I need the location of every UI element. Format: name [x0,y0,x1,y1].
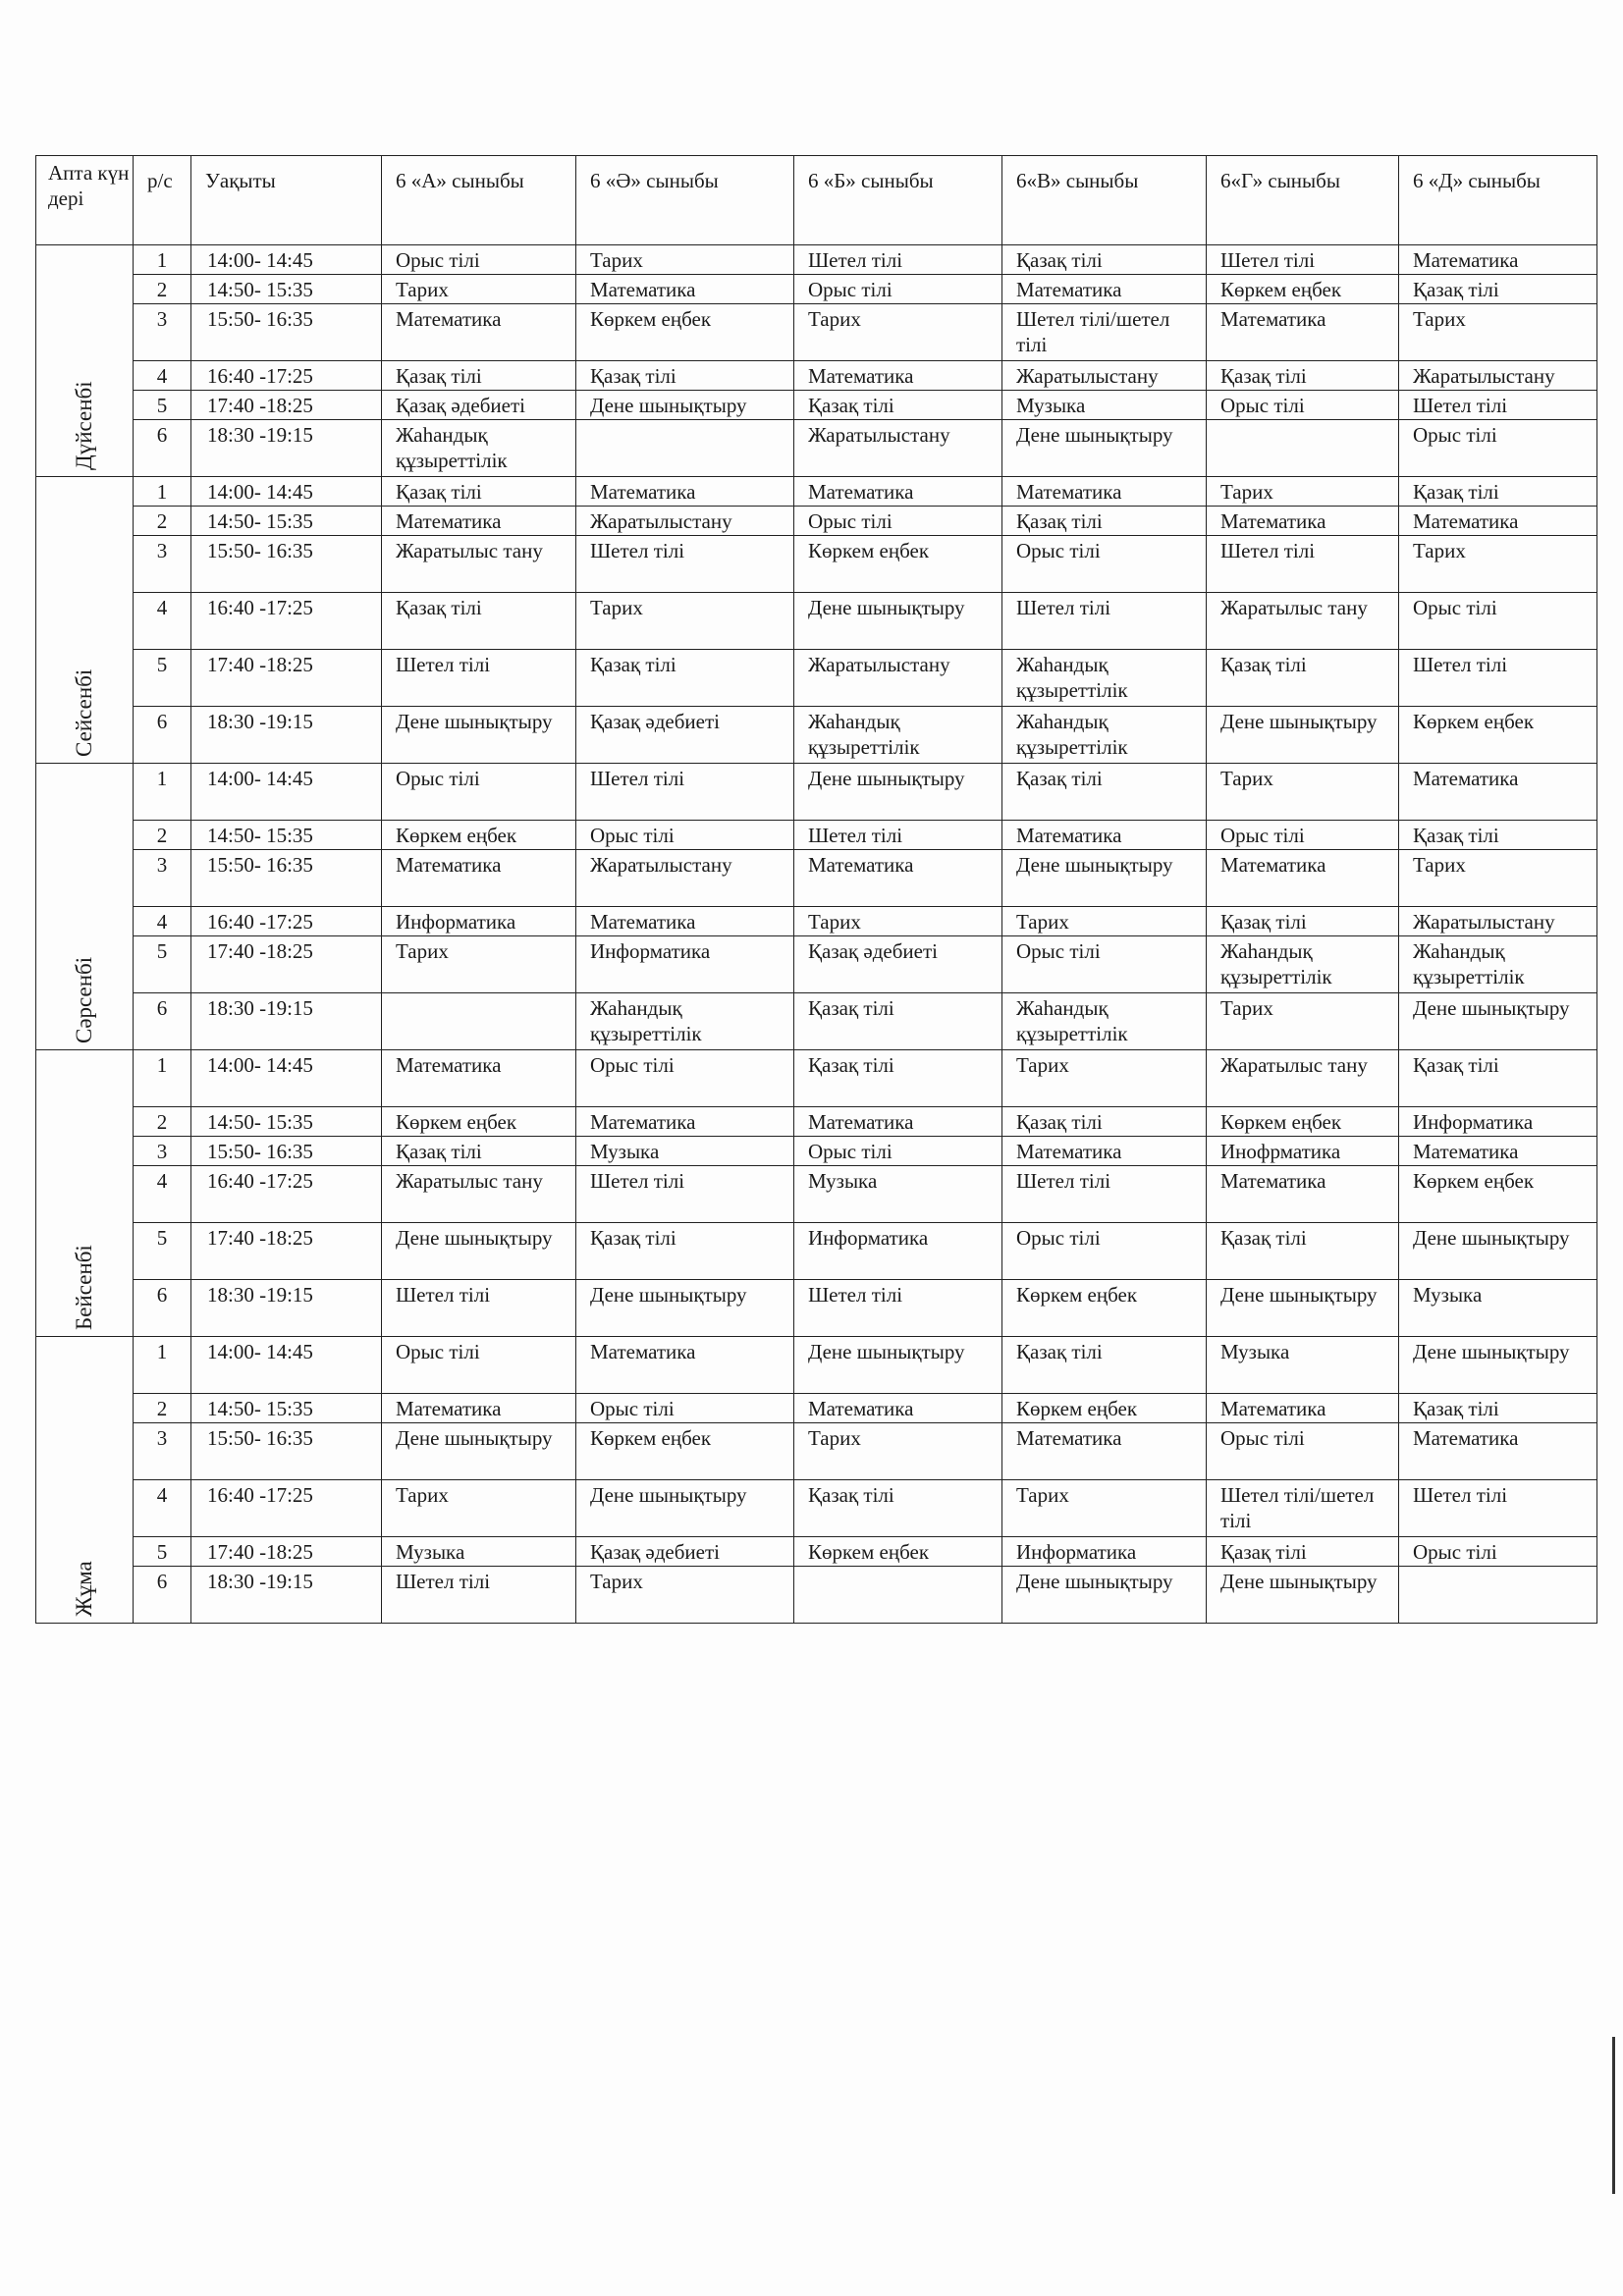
subject-cell: Шетел тілі [382,1280,576,1337]
schedule-row [36,821,1597,850]
subject-cell [794,1567,1002,1624]
subject-cell: Информатика [1002,1537,1207,1567]
header-class-6ae: 6 «Ә» сыныбы [576,156,794,245]
subject-cell: Музыка [576,1137,794,1166]
lesson-number: 4 [134,907,191,936]
lesson-time: 17:40 -18:25 [191,650,382,707]
lesson-number: 2 [134,275,191,304]
subject-cell: Математика [794,1107,1002,1137]
schedule-body [36,245,1597,1624]
subject-cell: Қазақ тілі [1207,1223,1399,1280]
subject-cell: Орыс тілі [794,1137,1002,1166]
subject-cell: Дене шынықтыру [1002,850,1207,907]
schedule-row [36,477,1597,507]
subject-cell: Тарих [1399,536,1597,593]
subject-cell: Орыс тілі [1002,1223,1207,1280]
weekday-cell [36,764,134,1050]
subject-cell: Математика [1399,1423,1597,1480]
subject-cell: Музыка [794,1166,1002,1223]
subject-cell: Дене шынықтыру [1399,993,1597,1050]
subject-cell [1207,420,1399,477]
subject-cell: Дене шынықтыру [1399,1337,1597,1394]
subject-cell: Информатика [794,1223,1002,1280]
subject-cell: Орыс тілі [1207,1423,1399,1480]
subject-cell: Математика [576,275,794,304]
subject-cell: Қазақ тілі [794,391,1002,420]
subject-cell: Дене шынықтыру [1002,1567,1207,1624]
lesson-time: 17:40 -18:25 [191,936,382,993]
subject-cell: Математика [1002,275,1207,304]
subject-cell: Қазақ тілі [794,1050,1002,1107]
subject-cell [1399,1567,1597,1624]
subject-cell: Орыс тілі [1002,936,1207,993]
subject-cell: Математика [1002,477,1207,507]
subject-cell: Информатика [382,907,576,936]
header-class-6g: 6«Г» сыныбы [1207,156,1399,245]
subject-cell: Тарих [794,907,1002,936]
schedule-row [36,304,1597,361]
scan-edge-mark [1612,2037,1615,2194]
subject-cell: Тарих [1002,1050,1207,1107]
schedule-row [36,650,1597,707]
weekday-cell [36,1050,134,1337]
subject-cell: Көркем еңбек [1207,1107,1399,1137]
subject-cell: Қазақ тілі [1207,1537,1399,1567]
class-schedule-table [35,155,1597,1624]
header-class-6d: 6 «Д» сыныбы [1399,156,1597,245]
subject-cell: Тарих [1207,764,1399,821]
subject-cell: Математика [382,850,576,907]
subject-cell: Жаһандық құзыреттілік [1002,993,1207,1050]
subject-cell: Орыс тілі [1399,593,1597,650]
lesson-time: 16:40 -17:25 [191,1480,382,1537]
subject-cell: Көркем еңбек [794,536,1002,593]
weekday-cell [36,245,134,477]
subject-cell: Музыка [382,1537,576,1567]
lesson-number: 6 [134,993,191,1050]
subject-cell: Қазақ әдебиеті [794,936,1002,993]
subject-cell: Қазақ тілі [1399,821,1597,850]
header-time: Уақыты [191,156,382,245]
lesson-number: 6 [134,707,191,764]
subject-cell: Шетел тілі [1207,536,1399,593]
subject-cell: Орыс тілі [1207,821,1399,850]
subject-cell: Қазақ тілі [382,477,576,507]
subject-cell: Дене шынықтыру [794,593,1002,650]
weekday-label: Бейсенбі [72,1245,96,1330]
lesson-number: 5 [134,650,191,707]
lesson-number: 1 [134,1050,191,1107]
subject-cell: Математика [382,1394,576,1423]
schedule-row [36,536,1597,593]
subject-cell: Шетел тілі/шетел тілі [1207,1480,1399,1537]
lesson-number: 3 [134,536,191,593]
subject-cell: Жаратылыстану [1399,907,1597,936]
subject-cell: Шетел тілі [1399,650,1597,707]
subject-cell: Дене шынықтыру [1207,707,1399,764]
schedule-row [36,1567,1597,1624]
subject-cell: Жаһандық құзыреттілік [382,420,576,477]
schedule-row [36,1137,1597,1166]
lesson-number: 3 [134,1423,191,1480]
subject-cell: Жаһандық құзыреттілік [1002,650,1207,707]
header-class-6v: 6«В» сыныбы [1002,156,1207,245]
subject-cell: Шетел тілі [1002,1166,1207,1223]
schedule-row [36,361,1597,391]
subject-cell: Орыс тілі [382,1337,576,1394]
subject-cell: Дене шынықтыру [794,1337,1002,1394]
weekday-label: Сейсенбі [72,668,96,757]
subject-cell: Қазақ тілі [794,993,1002,1050]
subject-cell: Көркем еңбек [1207,275,1399,304]
lesson-number: 1 [134,1337,191,1394]
schedule-row [36,507,1597,536]
subject-cell: Қазақ тілі [1002,507,1207,536]
subject-cell: Шетел тілі [1399,1480,1597,1537]
lesson-time: 14:00- 14:45 [191,1050,382,1107]
lesson-time: 14:50- 15:35 [191,275,382,304]
lesson-time: 17:40 -18:25 [191,1223,382,1280]
schedule-row [36,1423,1597,1480]
subject-cell: Математика [794,1394,1002,1423]
header-class-6a: 6 «А» сыныбы [382,156,576,245]
subject-cell: Дене шынықтыру [382,707,576,764]
subject-cell: Көркем еңбек [1002,1394,1207,1423]
subject-cell: Математика [1002,821,1207,850]
lesson-number: 4 [134,593,191,650]
schedule-row [36,1537,1597,1567]
lesson-time: 15:50- 16:35 [191,1137,382,1166]
subject-cell: Тарих [794,304,1002,361]
schedule-row [36,1050,1597,1107]
lesson-number: 4 [134,361,191,391]
lesson-number: 2 [134,1394,191,1423]
subject-cell: Дене шынықтыру [1207,1567,1399,1624]
subject-cell: Қазақ тілі [1002,245,1207,275]
subject-cell: Тарих [1207,993,1399,1050]
subject-cell: Шетел тілі/шетел тілі [1002,304,1207,361]
subject-cell: Математика [1399,764,1597,821]
subject-cell: Тарих [1002,907,1207,936]
subject-cell: Математика [1399,245,1597,275]
lesson-number: 1 [134,764,191,821]
lesson-time: 14:50- 15:35 [191,507,382,536]
lesson-number: 1 [134,477,191,507]
schedule-row [36,993,1597,1050]
subject-cell: Қазақ тілі [1002,764,1207,821]
subject-cell: Математика [1207,850,1399,907]
subject-cell: Шетел тілі [794,821,1002,850]
subject-cell: Дене шынықтыру [382,1423,576,1480]
subject-cell: Математика [1002,1137,1207,1166]
subject-cell: Математика [1002,1423,1207,1480]
subject-cell: Математика [576,477,794,507]
subject-cell: Инофрматика [1207,1137,1399,1166]
lesson-time: 17:40 -18:25 [191,1537,382,1567]
schedule-row [36,850,1597,907]
subject-cell: Шетел тілі [1002,593,1207,650]
subject-cell: Математика [576,1107,794,1137]
subject-cell [382,993,576,1050]
schedule-row [36,245,1597,275]
subject-cell: Математика [1207,1166,1399,1223]
subject-cell: Қазақ тілі [382,361,576,391]
schedule-row [36,936,1597,993]
lesson-number: 3 [134,1137,191,1166]
lesson-time: 14:50- 15:35 [191,821,382,850]
lesson-number: 3 [134,850,191,907]
subject-cell: Математика [576,907,794,936]
subject-cell: Жаһандық құзыреттілік [794,707,1002,764]
subject-cell: Жаратылыс тану [1207,1050,1399,1107]
subject-cell: Тарих [794,1423,1002,1480]
lesson-number: 4 [134,1480,191,1537]
lesson-time: 15:50- 16:35 [191,1423,382,1480]
schedule-row [36,1394,1597,1423]
subject-cell: Көркем еңбек [576,1423,794,1480]
subject-cell: Дене шынықтыру [1207,1280,1399,1337]
lesson-time: 15:50- 16:35 [191,850,382,907]
subject-cell: Жаратылыстану [576,850,794,907]
subject-cell: Көркем еңбек [1399,1166,1597,1223]
subject-cell: Жаһандық құзыреттілік [1399,936,1597,993]
lesson-time: 14:50- 15:35 [191,1394,382,1423]
subject-cell: Қазақ әдебиеті [382,391,576,420]
lesson-number: 6 [134,420,191,477]
lesson-time: 15:50- 16:35 [191,536,382,593]
lesson-number: 5 [134,391,191,420]
schedule-row [36,1480,1597,1537]
subject-cell: Шетел тілі [382,650,576,707]
subject-cell: Шетел тілі [794,1280,1002,1337]
subject-cell: Математика [1207,304,1399,361]
subject-cell: Орыс тілі [576,821,794,850]
subject-cell: Қазақ тілі [576,361,794,391]
subject-cell: Орыс тілі [794,275,1002,304]
subject-cell: Орыс тілі [1399,1537,1597,1567]
subject-cell: Математика [1207,507,1399,536]
subject-cell: Жаратылыстану [794,420,1002,477]
weekday-label: Сәрсенбі [72,956,96,1043]
subject-cell: Шетел тілі [382,1567,576,1624]
lesson-number: 2 [134,1107,191,1137]
subject-cell: Музыка [1002,391,1207,420]
lesson-number: 6 [134,1280,191,1337]
schedule-row [36,707,1597,764]
subject-cell: Математика [794,477,1002,507]
subject-cell: Шетел тілі [576,764,794,821]
subject-cell: Математика [1399,507,1597,536]
subject-cell: Қазақ тілі [794,1480,1002,1537]
subject-cell: Шетел тілі [794,245,1002,275]
subject-cell: Орыс тілі [1207,391,1399,420]
subject-cell: Жаһандық құзыреттілік [1002,707,1207,764]
subject-cell: Жаһандық құзыреттілік [576,993,794,1050]
subject-cell: Қазақ тілі [1002,1337,1207,1394]
subject-cell: Қазақ тілі [576,1223,794,1280]
weekday-cell [36,477,134,764]
subject-cell: Қазақ тілі [1207,907,1399,936]
subject-cell: Тарих [1399,304,1597,361]
subject-cell: Көркем еңбек [1002,1280,1207,1337]
subject-cell [576,420,794,477]
lesson-time: 18:30 -19:15 [191,993,382,1050]
schedule-row [36,275,1597,304]
subject-cell: Қазақ тілі [1207,650,1399,707]
weekday-label: Жұма [72,1561,96,1617]
subject-cell: Тарих [382,936,576,993]
lesson-time: 15:50- 16:35 [191,304,382,361]
schedule-row [36,1166,1597,1223]
subject-cell: Дене шынықтыру [382,1223,576,1280]
subject-cell: Шетел тілі [1399,391,1597,420]
lesson-number: 2 [134,821,191,850]
subject-cell: Математика [382,1050,576,1107]
subject-cell: Математика [1399,1137,1597,1166]
lesson-number: 2 [134,507,191,536]
schedule-row [36,1107,1597,1137]
header-class-6b: 6 «Б» сыныбы [794,156,1002,245]
subject-cell: Музыка [1207,1337,1399,1394]
subject-cell: Дене шынықтыру [576,391,794,420]
header-day: Апта күн дері [36,156,134,245]
subject-cell: Қазақ тілі [382,593,576,650]
subject-cell: Көркем еңбек [382,821,576,850]
subject-cell: Қазақ тілі [1399,477,1597,507]
subject-cell: Математика [382,304,576,361]
schedule-row [36,1280,1597,1337]
subject-cell: Жаратылыстану [794,650,1002,707]
lesson-number: 5 [134,1223,191,1280]
subject-cell: Жаратылыс тану [382,1166,576,1223]
schedule-row [36,907,1597,936]
subject-cell: Тарих [1002,1480,1207,1537]
lesson-number: 4 [134,1166,191,1223]
subject-cell: Көркем еңбек [382,1107,576,1137]
subject-cell: Орыс тілі [382,764,576,821]
subject-cell: Қазақ тілі [1207,361,1399,391]
lesson-time: 14:00- 14:45 [191,764,382,821]
weekday-cell [36,1337,134,1624]
schedule-row [36,764,1597,821]
lesson-time: 16:40 -17:25 [191,593,382,650]
subject-cell: Математика [794,361,1002,391]
subject-cell: Орыс тілі [1002,536,1207,593]
lesson-time: 18:30 -19:15 [191,420,382,477]
subject-cell: Дене шынықтыру [1399,1223,1597,1280]
lesson-time: 14:00- 14:45 [191,245,382,275]
subject-cell: Дене шынықтыру [576,1480,794,1537]
subject-cell: Шетел тілі [1207,245,1399,275]
subject-cell: Математика [576,1337,794,1394]
lesson-time: 14:00- 14:45 [191,1337,382,1394]
lesson-number: 1 [134,245,191,275]
header-row [36,156,1597,245]
subject-cell: Дене шынықтыру [576,1280,794,1337]
lesson-number: 5 [134,936,191,993]
subject-cell: Тарих [382,275,576,304]
subject-cell: Жаратылыс тану [1207,593,1399,650]
subject-cell: Математика [382,507,576,536]
subject-cell: Дене шынықтыру [794,764,1002,821]
subject-cell: Тарих [1399,850,1597,907]
subject-cell: Орыс тілі [576,1394,794,1423]
subject-cell: Орыс тілі [576,1050,794,1107]
subject-cell: Тарих [576,593,794,650]
lesson-time: 18:30 -19:15 [191,1280,382,1337]
subject-cell: Орыс тілі [1399,420,1597,477]
subject-cell: Қазақ тілі [1399,1394,1597,1423]
schedule-row [36,1223,1597,1280]
subject-cell: Тарих [382,1480,576,1537]
subject-cell: Қазақ тілі [576,650,794,707]
subject-cell: Математика [794,850,1002,907]
lesson-number: 6 [134,1567,191,1624]
lesson-time: 18:30 -19:15 [191,1567,382,1624]
subject-cell: Музыка [1399,1280,1597,1337]
subject-cell: Қазақ тілі [382,1137,576,1166]
subject-cell: Көркем еңбек [1399,707,1597,764]
weekday-label: Дүйсенбі [72,381,96,470]
subject-cell: Тарих [1207,477,1399,507]
lesson-time: 14:50- 15:35 [191,1107,382,1137]
lesson-number: 3 [134,304,191,361]
subject-cell: Жаратылыс тану [382,536,576,593]
subject-cell: Математика [1207,1394,1399,1423]
subject-cell: Көркем еңбек [576,304,794,361]
lesson-time: 18:30 -19:15 [191,707,382,764]
subject-cell: Тарих [576,1567,794,1624]
subject-cell: Информатика [1399,1107,1597,1137]
schedule-row [36,391,1597,420]
subject-cell: Жаратылыстану [1002,361,1207,391]
subject-cell: Қазақ тілі [1002,1107,1207,1137]
subject-cell: Жаһандық құзыреттілік [1207,936,1399,993]
lesson-time: 16:40 -17:25 [191,1166,382,1223]
header-number: р/с [134,156,191,245]
subject-cell: Жаратылыстану [576,507,794,536]
lesson-number: 5 [134,1537,191,1567]
lesson-time: 14:00- 14:45 [191,477,382,507]
schedule-row [36,1337,1597,1394]
subject-cell: Информатика [576,936,794,993]
subject-cell: Қазақ тілі [1399,275,1597,304]
lesson-time: 16:40 -17:25 [191,907,382,936]
subject-cell: Қазақ әдебиеті [576,707,794,764]
subject-cell: Дене шынықтыру [1002,420,1207,477]
subject-cell: Тарих [576,245,794,275]
lesson-time: 17:40 -18:25 [191,391,382,420]
subject-cell: Көркем еңбек [794,1537,1002,1567]
subject-cell: Жаратылыстану [1399,361,1597,391]
schedule-row [36,420,1597,477]
subject-cell: Орыс тілі [794,507,1002,536]
lesson-time: 16:40 -17:25 [191,361,382,391]
subject-cell: Шетел тілі [576,536,794,593]
subject-cell: Орыс тілі [382,245,576,275]
schedule-row [36,593,1597,650]
subject-cell: Шетел тілі [576,1166,794,1223]
subject-cell: Қазақ әдебиеті [576,1537,794,1567]
subject-cell: Қазақ тілі [1399,1050,1597,1107]
